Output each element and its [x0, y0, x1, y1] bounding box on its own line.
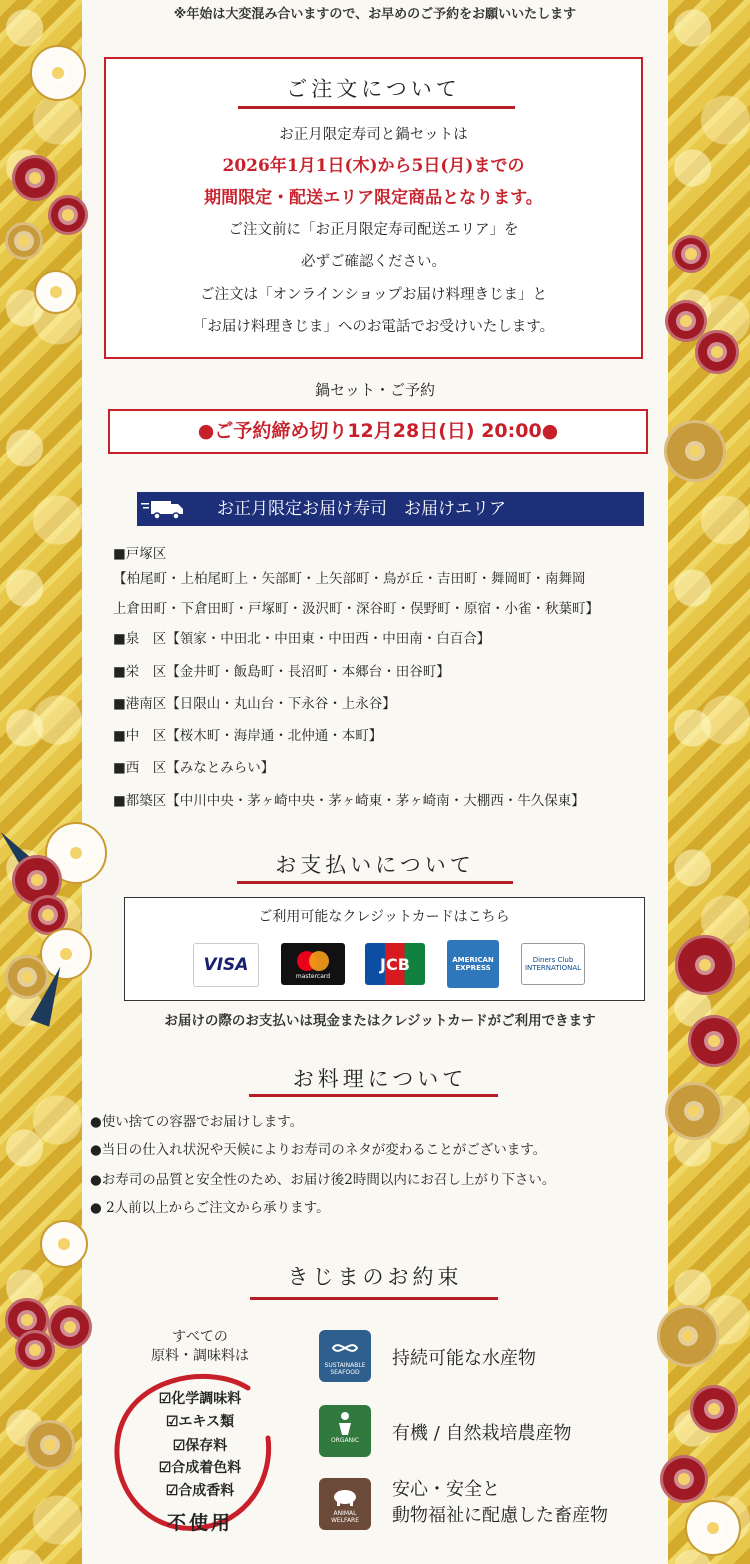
- plum-flower-icon: [12, 155, 58, 201]
- promise-intro-1: すべての: [172, 1329, 228, 1345]
- additive-check: ☑合成香料: [165, 1483, 235, 1499]
- area-line: ■戸塚区: [113, 546, 167, 562]
- area-line: ■港南区【日限山・丸山台・下永谷・上永谷】: [113, 696, 396, 712]
- delivery-area-title: お正月限定お届け寿司 お届けエリア: [217, 499, 506, 519]
- order-line-2: ご注文前に「お正月限定寿司配送エリア」を: [228, 222, 519, 238]
- heading-underline: [237, 881, 513, 884]
- credit-card-box: [124, 897, 645, 1001]
- amex-logo-icon: AMERICAN EXPRESS: [447, 940, 499, 988]
- area-line: 【柏尾町・上柏尾町上・矢部町・上矢部町・鳥が丘・吉田町・舞岡町・南舞岡: [113, 571, 586, 587]
- additive-check: ☑合成着色料: [158, 1460, 242, 1476]
- plum-flower-icon: [48, 1305, 92, 1349]
- animal-welfare-icon: ANIMAL WELFARE: [319, 1478, 371, 1530]
- plum-flower-icon: [15, 1330, 55, 1370]
- area-line: ■都築区【中川中央・茅ヶ崎中央・茅ヶ崎東・茅ヶ崎南・大棚西・牛久保東】: [113, 793, 585, 809]
- plum-flower-icon: [675, 935, 735, 995]
- promise-item-text: 安心・安全と: [392, 1479, 500, 1500]
- mastercard-logo-icon: mastercard: [281, 943, 345, 985]
- order-heading: ご注文について: [286, 77, 461, 101]
- area-line: 上倉田町・下倉田町・戸塚町・汲沢町・深谷町・俣野町・原宿・小雀・秋葉町】: [113, 601, 599, 617]
- promise-item-text: 有機 / 自然栽培農産物: [392, 1423, 572, 1444]
- jcb-logo-icon: JCB: [365, 943, 425, 985]
- sustainable-seafood-icon: SUSTAINABLE SEAFOOD: [319, 1330, 371, 1382]
- order-period-line-2: 期間限定・配送エリア限定商品となります。: [204, 188, 543, 208]
- plum-flower-icon: [672, 235, 710, 273]
- plum-flower-icon: [657, 1305, 719, 1367]
- area-line: ■西 区【みなとみらい】: [113, 760, 275, 776]
- additive-check: ☑保存料: [172, 1438, 228, 1454]
- payment-note: お届けの際のお支払いは現金またはクレジットカードがご利用できます: [164, 1013, 596, 1029]
- organic-icon: ORGANIC: [319, 1405, 371, 1457]
- plum-flower-icon: [30, 45, 86, 101]
- cuisine-line: ● 2人前以上からご注文から承ります。: [90, 1200, 330, 1216]
- plum-flower-icon: [664, 420, 726, 482]
- cuisine-line: ●お寿司の品質と安全性のため、お届け後2時間以内にお召し上がり下さい。: [90, 1172, 556, 1188]
- promise-intro-2: 原料・調味料は: [151, 1348, 249, 1364]
- additive-check: ☑化学調味料: [158, 1391, 242, 1407]
- order-line-1: お正月限定寿司と鍋セットは: [279, 127, 468, 143]
- cuisine-line: ●当日の仕入れ状況や天候によりお寿司のネタが変わることがございます。: [90, 1142, 547, 1158]
- cuisine-heading: お料理について: [292, 1067, 468, 1091]
- diners-club-logo-icon: Diners Club INTERNATIONAL: [521, 943, 585, 985]
- area-line: ■中 区【桜木町・海岸通・北仲通・本町】: [113, 728, 383, 744]
- delivery-truck-icon: [141, 498, 185, 520]
- plum-flower-icon: [660, 1455, 708, 1503]
- plum-flower-icon: [25, 1420, 75, 1470]
- heading-underline: [250, 1297, 498, 1300]
- reservation-deadline: ●ご予約締め切り12月28日(日) 20:00●: [108, 409, 648, 454]
- plum-flower-icon: [695, 330, 739, 374]
- area-line: ■栄 区【金井町・飯島町・長沼町・本郷台・田谷町】: [113, 664, 450, 680]
- reservation-label: 鍋セット・ご予約: [314, 381, 435, 399]
- delivery-area-banner: [137, 492, 644, 526]
- visa-logo-icon: VISA: [193, 943, 259, 987]
- plum-flower-icon: [34, 270, 78, 314]
- promise-heading: きじまのお約束: [287, 1265, 463, 1289]
- additive-check: ☑エキス類: [165, 1414, 235, 1430]
- area-line: ■泉 区【領家・中田北・中田東・中田西・中田南・白百合】: [113, 631, 491, 647]
- heading-underline: [238, 106, 515, 109]
- plum-flower-icon: [48, 195, 88, 235]
- plum-flower-icon: [685, 1500, 741, 1556]
- plum-flower-icon: [5, 222, 43, 260]
- busy-season-note: ※年始は大変混み合いますので、お早めのご予約をお願いいたします: [173, 7, 577, 22]
- order-period-line-1: 2026年1月1日(木)から5日(月)までの: [222, 156, 525, 176]
- order-line-4: ご注文は「オンラインショップお届け料理きじま」と: [200, 287, 547, 303]
- order-line-3: 必ずご確認ください。: [301, 254, 446, 270]
- cuisine-line: ●使い捨ての容器でお届けします。: [90, 1114, 304, 1130]
- cards-label: ご利用可能なクレジットカードはこちら: [258, 909, 510, 925]
- plum-flower-icon: [690, 1385, 738, 1433]
- order-line-5: 「お届け料理きじま」へのお電話でお受けいたします。: [192, 319, 555, 335]
- not-used-label: 不使用: [166, 1512, 233, 1534]
- payment-heading: お支払いについて: [275, 853, 475, 877]
- promise-item-text: 持続可能な水産物: [392, 1348, 536, 1369]
- order-info-box: [104, 57, 643, 359]
- promise-item-text: 動物福祉に配慮した畜産物: [392, 1505, 608, 1526]
- heading-underline: [249, 1094, 498, 1097]
